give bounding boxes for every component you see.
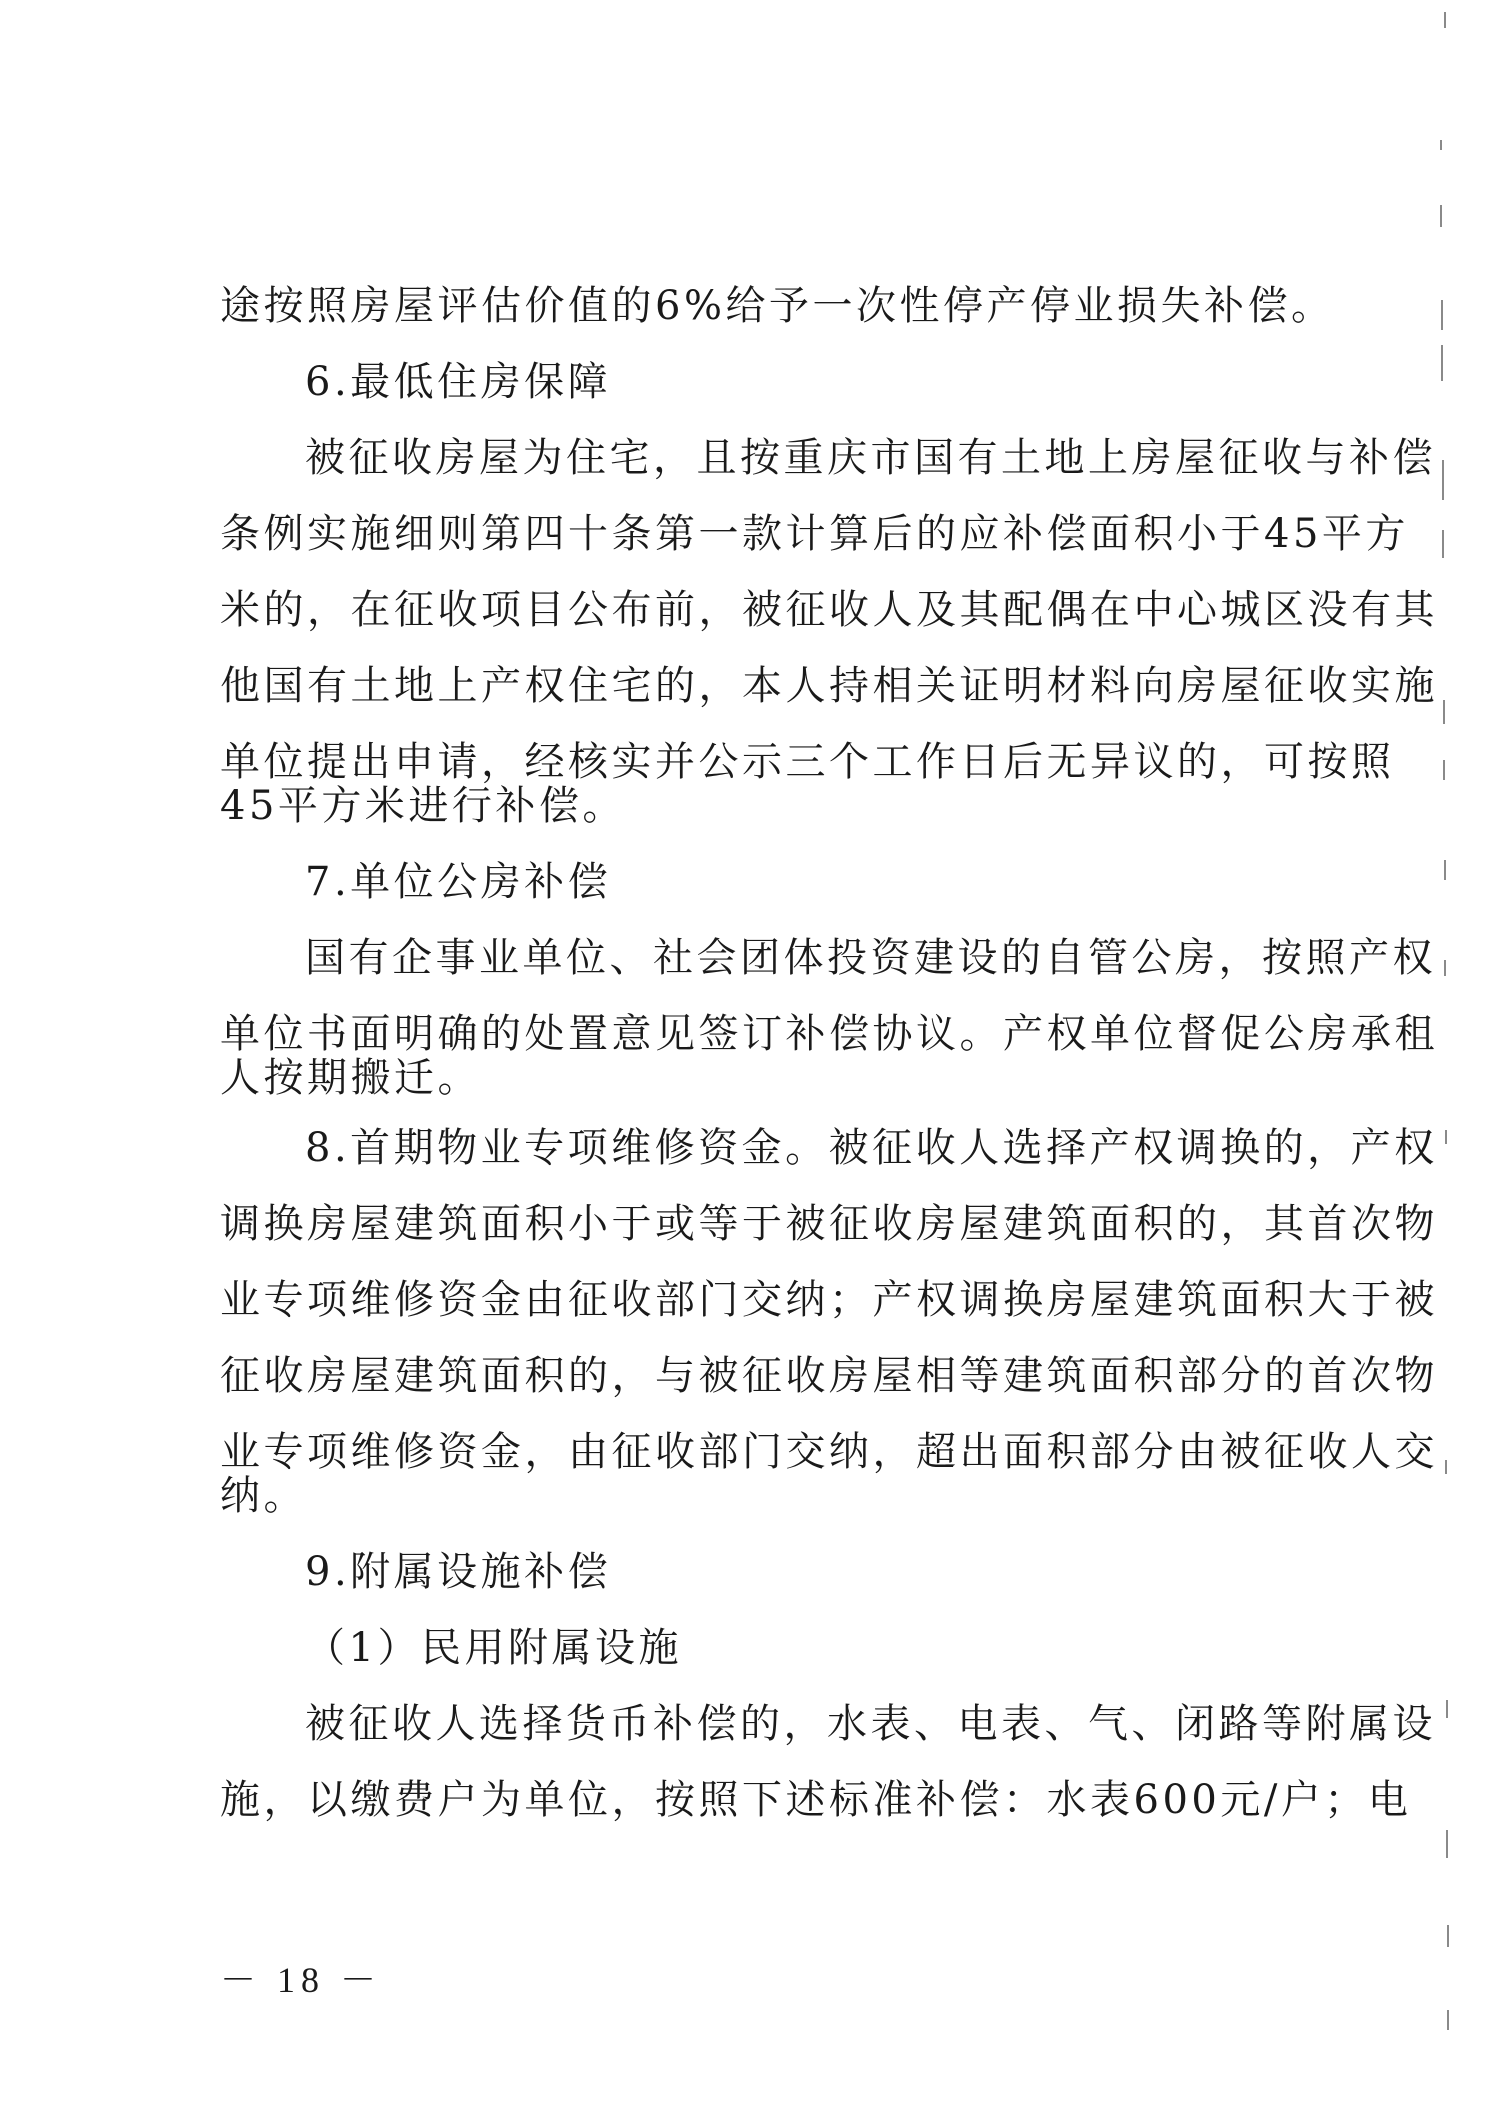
text-line: 被征收房屋为住宅，且按重庆市国有土地上房屋征收与补偿 [305,435,1436,481]
text-line: 8.首期物业专项维修资金。被征收人选择产权调换的，产权 [305,1125,1438,1171]
subsection-heading: （1）民用附属设施 [305,1625,682,1671]
scan-speck [1444,12,1446,28]
scan-speck [1443,700,1445,724]
text-line: 业专项维修资金由征收部门交纳；产权调换房屋建筑面积大于被 [220,1277,1438,1323]
scan-speck [1447,2010,1449,2030]
text-line: 纳。 [220,1473,307,1519]
scan-speck [1446,1830,1448,1858]
scan-speck [1443,760,1445,780]
scan-speck [1441,345,1443,381]
text-line: 被征收人选择货币补偿的，水表、电表、气、闭路等附属设 [305,1701,1436,1747]
scan-speck [1441,300,1443,330]
text-line: 施，以缴费户为单位，按照下述标准补偿：水表600元/户；电 [220,1777,1412,1823]
text-line: 他国有土地上产权住宅的，本人持相关证明材料向房屋征收实施 [220,663,1438,709]
section-heading: 6.最低住房保障 [305,359,612,405]
scan-speck [1444,960,1446,976]
scan-speck [1442,530,1444,558]
text-line: 米的，在征收项目公布前，被征收人及其配偶在中心城区没有其 [220,587,1438,633]
section-heading: 9.附属设施补偿 [305,1549,612,1595]
scan-speck [1440,140,1442,150]
text-line: 45平方米进行补偿。 [220,783,626,829]
scan-speck [1445,1130,1447,1144]
scan-speck [1442,460,1444,500]
text-line: 征收房屋建筑面积的，与被征收房屋相等建筑面积部分的首次物 [220,1353,1438,1399]
scan-speck [1440,205,1442,227]
text-line: 调换房屋建筑面积小于或等于被征收房屋建筑面积的，其首次物 [220,1201,1438,1247]
text-line: 条例实施细则第四十条第一款计算后的应补偿面积小于45平方 [220,511,1409,557]
page-number: － 18 － [220,1960,383,2000]
scan-speck [1444,860,1446,880]
text-line: 国有企事业单位、社会团体投资建设的自管公房，按照产权 [305,935,1436,981]
scan-speck [1445,1460,1447,1474]
text-line: 人按期搬迁。 [220,1055,481,1101]
text-line: 业专项维修资金，由征收部门交纳，超出面积部分由被征收人交 [220,1429,1438,1475]
section-heading: 7.单位公房补偿 [305,859,612,905]
text-line: 单位书面明确的处置意见签订补偿协议。产权单位督促公房承租 [220,1011,1438,1057]
text-line: 单位提出申请，经核实并公示三个工作日后无异议的，可按照 [220,739,1395,785]
scan-speck [1446,1700,1448,1718]
text-line: 途按照房屋评估价值的6%给予一次性停产停业损失补偿。 [220,283,1335,329]
scan-speck [1447,1925,1449,1947]
